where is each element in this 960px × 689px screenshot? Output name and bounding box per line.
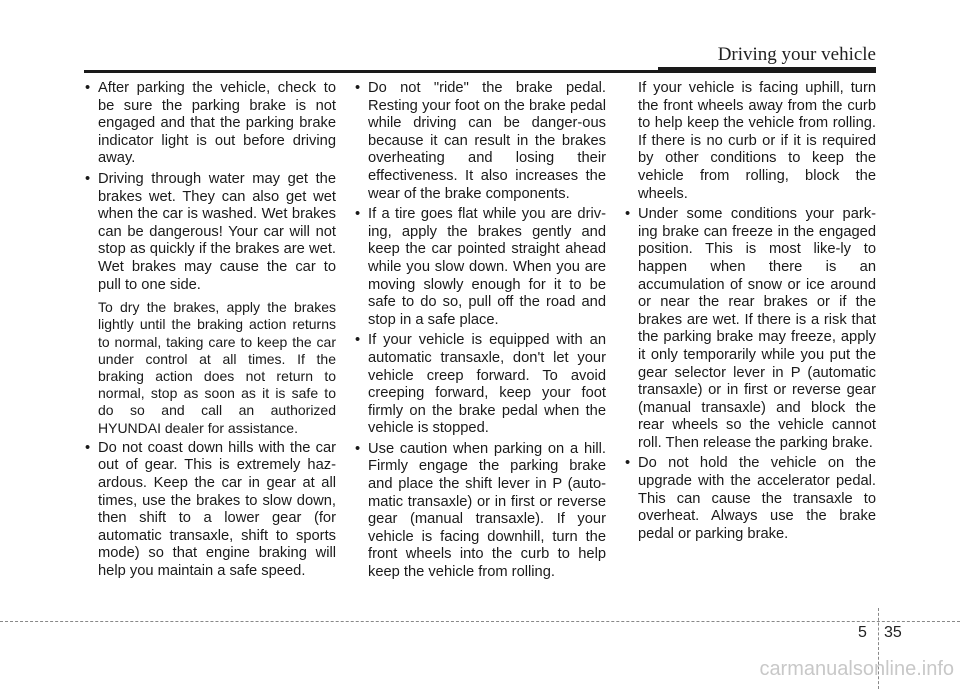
list-item: • After parking the vehicle, check to be sure the parking brake is not engaged and that the parking brake indicator light is out before driving away.: [84, 80, 336, 168]
list-item: • Under some conditions your park-ing brake can freeze in the engaged position. This is most like-ly to happen when there is an accumulation of snow or ice around or near the rear brakes or if the brakes are wet. If there is a risk that the parking brake may freeze, apply it only temporarily while you put the gear selector lever in P (automatic transaxle) or in first or reverse gear (manual transaxle) and block the rear wheels so the vehicle cannot roll. Then release the parking brake.: [624, 206, 876, 452]
list-item: • Use caution when parking on a hill. Firmly engage the parking brake and place the shift lever in P (auto-matic transaxle) or in first or reverse gear (manual transaxle). If your vehicle is facing downhill, turn the front wheels into the curb to help keep the vehicle from rolling.: [354, 441, 606, 582]
header-title: Driving your vehicle: [717, 44, 876, 65]
list-item: • If your vehicle is equipped with an automatic transaxle, don't let your vehicle creep forward. To avoid creeping forward, keep your foot firmly on the brake pedal when the vehicle is stopped.: [354, 332, 606, 438]
column-1: [84, 80, 336, 584]
header-rule-accent: [658, 67, 876, 73]
page-number: 35: [884, 624, 902, 641]
column-3: [624, 80, 876, 546]
sub-paragraph: To dry the brakes, apply the brakes lightly until the braking action returns to normal, taking care to keep the car under control at all times. If the braking action does not return to normal, stop as soon as it is safe to do so and call an authorized HYUNDAI dealer for assistance.: [98, 299, 336, 436]
list-item: • Do not "ride" the brake pedal. Resting your foot on the brake pedal while driving can be danger-ous because it can result in the brakes overheating and losing their effectiveness. It also increases the wear of the brake components.: [354, 80, 606, 203]
continuation-paragraph: If your vehicle is facing uphill, turn the front wheels away from the curb to help keep the vehicle from rolling. If there is no curb or if it is required by other conditions to keep the vehicle from rolling, block the wheels.: [638, 80, 876, 202]
list-item: [84, 171, 336, 437]
bullet-list: [354, 80, 606, 582]
list-item: • Do not coast down hills with the car out of gear. This is extremely haz-ardous. Keep the car in gear at all times, use the brakes to slow down, then shift to a lower gear (for automatic transaxle, shift to sports mode) so that engine braking will help you maintain a safe speed.: [84, 440, 336, 581]
watermark: carmanualsonline.info: [759, 658, 954, 680]
list-item-text: Driving through water may get the brakes wet. They can also get wet when the car is washed. Wet brakes can be dangerous! Your car will not stop as quickly if the brakes are wet. Wet brakes may cause the car to pull to one side.: [98, 170, 336, 293]
footer-dashed-rule: [0, 621, 960, 622]
column-2: [354, 80, 606, 585]
chapter-number: 5: [858, 624, 867, 641]
list-item: • Do not hold the vehicle on the upgrade with the accelerator pedal. This can cause the transaxle to overheat. Always use the brake pedal or parking brake.: [624, 455, 876, 543]
bullet-list: [624, 206, 876, 543]
bullet-list: [84, 80, 336, 581]
list-item: • If a tire goes flat while you are driv-ing, apply the brakes gently and keep the car pointed straight ahead while you slow down. When you are moving slowly enough for it to be safe to do so, pull off the road and stop in a safe place.: [354, 206, 606, 329]
